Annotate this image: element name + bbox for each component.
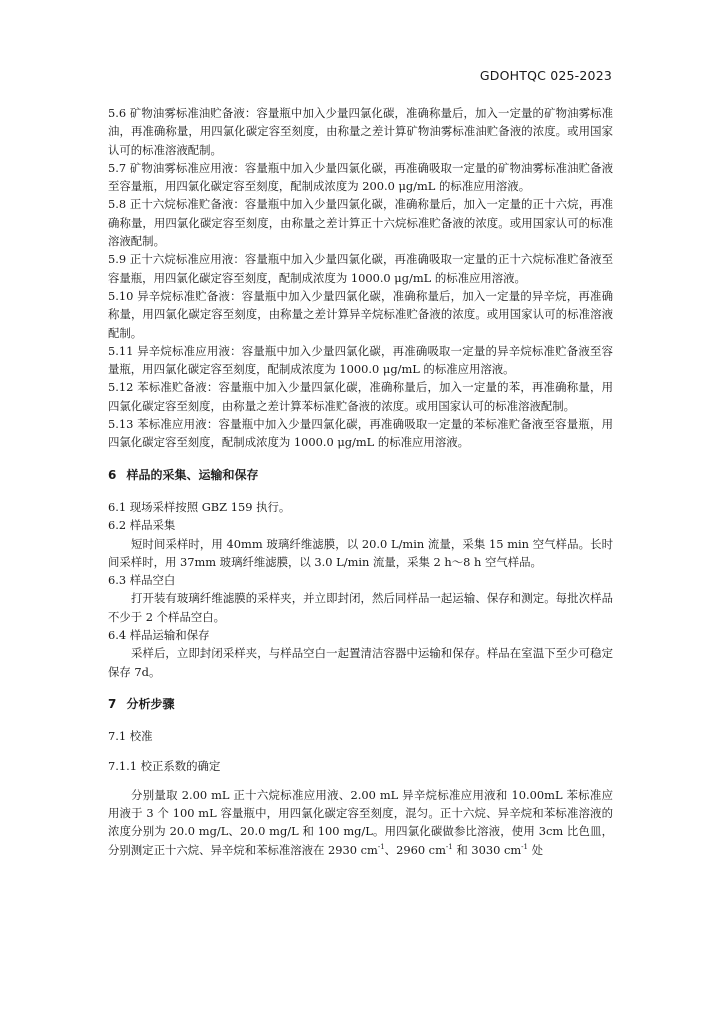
clause-6-3-body: 打开装有玻璃纤维滤膜的采样夹，并立即封闭，然后同样品一起运输、保存和测定。每批次样品不少于 2 个样品空白。 [108,591,613,624]
section-6-heading [108,466,613,484]
clause-6-2-title: 6.2 样品采集 [108,518,176,533]
wavenumber-3: 3030 cm [471,842,522,857]
separator-2: 和 [452,842,472,857]
section-6-title: 样品的采集、运输和保存 [126,467,259,482]
clause-6-1: 6.1 现场采样按照 GBZ 159 执行。 [108,499,291,514]
clause-6-4-body: 采样后，立即封闭采样夹，与样品空白一起置清洁容器中运输和保存。样品在室温下至少可稳定保存 7d。 [108,646,613,679]
clause-6-4-title: 6.4 样品运输和保存 [108,628,210,643]
section-7-heading [108,695,613,713]
clause-5-8: 5.8 正十六烷标准贮备液：容量瓶中加入少量四氯化碳，准确称量后，加入一定量的正十六烷，再准确称量，用四氯化碳定容至刻度，由称量之差计算正十六烷标准贮备液的浓度。或用国家认可的标准溶液配制。 [108,197,613,249]
clause-5-9: 5.9 正十六烷标准应用液：容量瓶中加入少量四氯化碳，再准确吸取一定量的正十六烷标准贮备液至容量瓶，用四氯化碳定容至刻度，配制成浓度为 1000.0 μg/mL 的标准应用溶液。 [108,252,613,285]
document-body [108,104,613,859]
clause-7-1-1: 7.1.1 校正系数的确定 [108,758,221,773]
section-7-number: 7 [108,696,117,711]
clause-5-11: 5.11 异辛烷标准应用液：容量瓶中加入少量四氯化碳，再准确吸取一定量的异辛烷标准贮备液至容量瓶，用四氯化碳定容至刻度，配制成浓度为 1000.0 μg/mL 的标准应用溶液。 [108,343,613,377]
document-code: GDOHTQC 025-2023 [479,68,612,83]
trailing-text: 处 [527,842,543,857]
body-text: 分别量取 2.00 mL 正十六烷标准应用液、2.00 mL 异辛烷标准应用液和 10.00mL 苯标准应用液于 3 个 100 mL 容量瓶中，用四氯化碳定容至刻度，混匀。正十六烷、异辛烷和苯标准溶液的浓度分别为 20.0 mg/L、20.0 mg/L 和 100 mg/L。用四氯化碳做参比溶液，使用 3cm 比色皿，分别测定正十六烷、异辛烷和苯标准溶液在 [108,787,613,857]
clause-5-7: 5.7 矿物油雾标准应用液：容量瓶中加入少量四氯化碳，再准确吸取一定量的矿物油雾标准油贮备液至容量瓶，用四氯化碳定容至刻度，配制成浓度为 200.0 μg/mL 的标准应用溶液。 [108,160,613,194]
wavenumber-2: 2960 cm [396,842,446,857]
clause-7-1: 7.1 校准 [108,729,153,744]
clause-6-3-title: 6.3 样品空白 [108,573,176,588]
wavenumber-1: 2930 cm [328,842,378,857]
clause-7-1-1-body [108,786,613,859]
section-7-title: 分析步骤 [126,696,175,711]
clause-5-12: 5.12 苯标准贮备液：容量瓶中加入少量四氯化碳，准确称量后，加入一定量的苯，再准确称量，用四氯化碳定容至刻度，由称量之差计算苯标准贮备液的浓度。或用国家认可的标准溶液配制。 [108,380,613,413]
clause-5-10: 5.10 异辛烷标准贮备液：容量瓶中加入少量四氯化碳，准确称量后，加入一定量的异辛烷，再准确称量，用四氯化碳定容至刻度，由称量之差计算异辛烷标准贮备液的浓度。或用国家认可的标准溶液配制。 [108,288,613,340]
superscript-3: -1 [521,842,528,851]
separator-1: 、 [384,842,397,857]
superscript-2: -1 [445,842,453,851]
section-6-number: 6 [108,467,117,482]
clause-5-6: 5.6 矿物油雾标准油贮备液：容量瓶中加入少量四氯化碳，准确称量后，加入一定量的矿物油雾标准油，再准确称量，用四氯化碳定容至刻度，由称量之差计算矿物油雾标准油贮备液的浓度。或用国家认可的标准溶液配制。 [108,106,613,157]
clause-6-2-body: 短时间采样时，用 40mm 玻璃纤维滤膜，以 20.0 L/min 流量，采集 15 min 空气样品。长时间采样时，用 37mm 玻璃纤维滤膜，以 3.0 L/min 流量，采集 2 h～8 h 空气样品。 [108,536,613,569]
clause-5-13: 5.13 苯标准应用液：容量瓶中加入少量四氯化碳，再准确吸取一定量的苯标准贮备液至容量瓶，用四氯化碳定容至刻度，配制成浓度为 1000.0 μg/mL 的标准应用溶液。 [108,417,613,450]
superscript-1: -1 [377,842,385,851]
